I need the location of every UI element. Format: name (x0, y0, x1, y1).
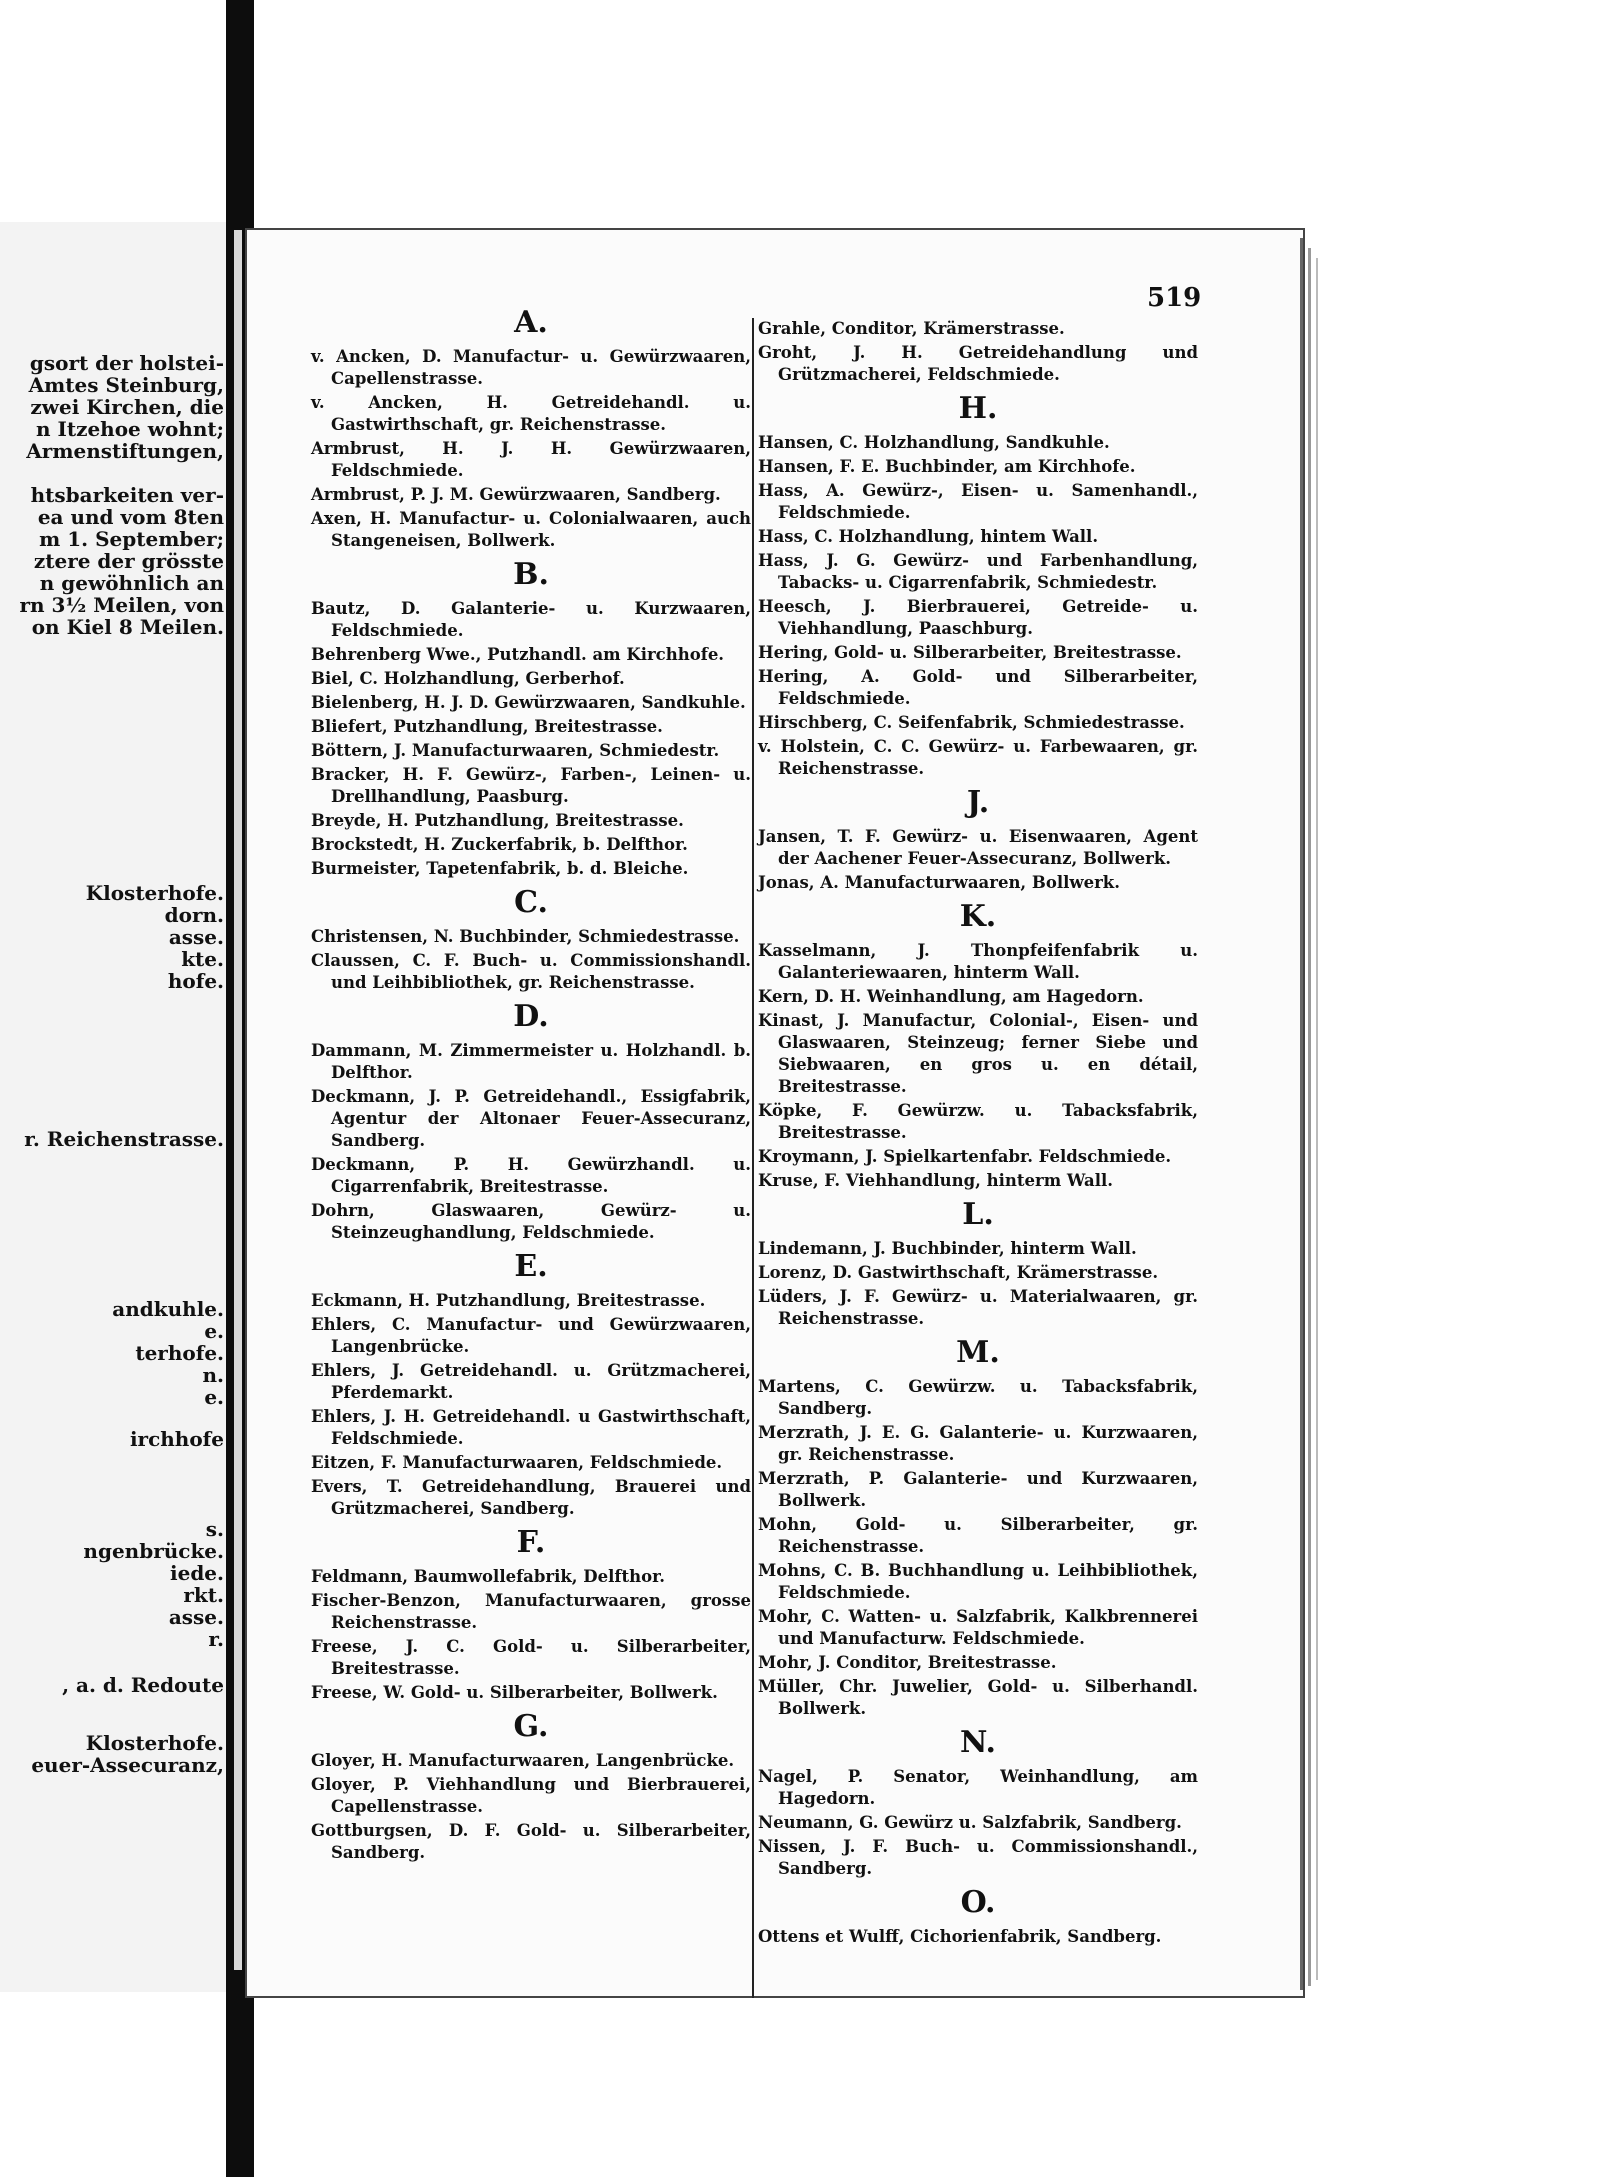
section-letter-heading: E. (514, 1249, 548, 1284)
section-letter-heading: M. (956, 1335, 1000, 1370)
directory-entry: Deckmann, P. H. Gewürzhandl. u. Cigarrenfabrik, Breitestrasse. (311, 1155, 751, 1196)
directory-entry: Armbrust, H. J. H. Gewürzwaaren, Feldschmiede. (311, 439, 751, 480)
facing-page-text-line: , a. d. Redoute (62, 1673, 224, 1697)
section-letter-heading: C. (514, 885, 548, 920)
directory-entry: Bracker, H. F. Gewürz-, Farben-, Leinen- u. Drellhandlung, Paasburg. (311, 765, 751, 806)
page-edge (1300, 238, 1303, 1990)
section-letter-heading: K. (959, 899, 997, 934)
directory-entry: Gloyer, P. Viehhandlung und Bierbrauerei, Capellenstrasse. (311, 1775, 751, 1816)
facing-page-text-line: terhofe. (135, 1341, 224, 1365)
directory-entry: Axen, H. Manufactur- u. Colonialwaaren, auch Stangeneisen, Bollwerk. (311, 509, 751, 550)
directory-entry: Evers, T. Getreidehandlung, Brauerei und Grützmacherei, Sandberg. (311, 1477, 751, 1518)
left-page-fragment (0, 222, 235, 1992)
section-letter-heading: N. (960, 1725, 996, 1760)
directory-entry: Müller, Chr. Juwelier, Gold- u. Silberhandl. Bollwerk. (758, 1677, 1198, 1718)
directory-entry: Lorenz, D. Gastwirthschaft, Krämerstrasse. (758, 1263, 1159, 1282)
directory-entry: Lüders, J. F. Gewürz- u. Materialwaaren, gr. Reichenstrasse. (758, 1287, 1198, 1328)
directory-entry: Nagel, P. Senator, Weinhandlung, am Hagedorn. (758, 1767, 1198, 1808)
facing-page-text-line: r. (208, 1627, 224, 1651)
facing-page-text-line: dorn. (164, 903, 224, 927)
facing-page-text-line: htsbarkeiten ver- (30, 483, 224, 507)
directory-entry: Hass, C. Holzhandlung, hintem Wall. (758, 527, 1099, 546)
facing-page-text-line: Klosterhofe. (85, 1731, 224, 1755)
directory-entry: Jonas, A. Manufacturwaaren, Bollwerk. (758, 873, 1120, 892)
directory-entry: Gloyer, H. Manufacturwaaren, Langenbrücke. (311, 1751, 735, 1770)
directory-entry: Dammann, M. Zimmermeister u. Holzhandl. b. Delfthor. (311, 1041, 751, 1082)
directory-entry: v. Ancken, D. Manufactur- u. Gewürzwaaren, Capellenstrasse. (311, 347, 751, 388)
directory-entry: Dohrn, Glaswaaren, Gewürz- u. Steinzeughandlung, Feldschmiede. (311, 1201, 751, 1242)
directory-entry: Kroymann, J. Spielkartenfabr. Feldschmiede. (758, 1147, 1172, 1166)
directory-entry: Hering, Gold- u. Silberarbeiter, Breitestrasse. (758, 643, 1182, 662)
facing-page-text-line: asse. (168, 1605, 224, 1629)
directory-entry: Mohr, C. Watten- u. Salzfabrik, Kalkbrennerei und Manufacturw. Feldschmiede. (758, 1607, 1198, 1648)
directory-entry: Neumann, G. Gewürz u. Salzfabrik, Sandberg. (758, 1813, 1182, 1832)
facing-page-text-line: ngenbrücke. (83, 1539, 224, 1563)
directory-entry: Lindemann, J. Buchbinder, hinterm Wall. (758, 1239, 1137, 1258)
facing-page-text-line: e. (204, 1319, 224, 1343)
facing-page-text-line: hofe. (167, 969, 224, 993)
section-letter-heading: B. (513, 557, 549, 592)
directory-entry: Merzrath, P. Galanterie- und Kurzwaaren, Bollwerk. (758, 1469, 1198, 1510)
facing-page-text-line: s. (205, 1517, 224, 1541)
directory-entry: Kasselmann, J. Thonpfeifenfabrik u. Galanteriewaaren, hinterm Wall. (758, 941, 1198, 982)
directory-entry: Groht, J. H. Getreidehandlung und Grützmacherei, Feldschmiede. (758, 343, 1198, 384)
directory-column-left (311, 300, 751, 1866)
facing-page-text-line: ztere der grösste (33, 549, 224, 573)
directory-entry: Merzrath, J. E. G. Galanterie- u. Kurzwaaren, gr. Reichenstrasse. (758, 1423, 1198, 1464)
directory-entry: Hansen, F. E. Buchbinder, am Kirchhofe. (758, 457, 1136, 476)
directory-entry: Ottens et Wulff, Cichorienfabrik, Sandberg. (758, 1927, 1162, 1946)
section-letter-heading: H. (958, 391, 998, 426)
page-edge (1308, 248, 1311, 1986)
directory-entry: Hansen, C. Holzhandlung, Sandkuhle. (758, 433, 1110, 452)
section-letter-heading: O. (960, 1885, 996, 1920)
section-letter-heading: G. (513, 1709, 549, 1744)
directory-entry: Armbrust, P. J. M. Gewürzwaaren, Sandberg. (311, 485, 721, 504)
facing-page-text-line: andkuhle. (112, 1297, 224, 1321)
facing-page-text-line: irchhofe (129, 1427, 224, 1451)
directory-entry: Christensen, N. Buchbinder, Schmiedestrasse. (311, 927, 740, 946)
directory-entry: Ehlers, J. Getreidehandl. u. Grützmacherei, Pferdemarkt. (311, 1361, 751, 1402)
facing-page-text-line: rn 3½ Meilen, von (19, 593, 224, 617)
directory-entry: Mohns, C. B. Buchhandlung u. Leihbibliothek, Feldschmiede. (758, 1561, 1198, 1602)
directory-entry: Mohn, Gold- u. Silberarbeiter, gr. Reichenstrasse. (758, 1515, 1198, 1556)
directory-entry: Claussen, C. F. Buch- u. Commissionshandl. und Leihbibliothek, gr. Reichenstrasse. (311, 951, 751, 992)
facing-page-text-line: zwei Kirchen, die (30, 395, 224, 419)
spine-gutter (234, 230, 242, 1970)
facing-page-text-line: e. (204, 1385, 224, 1409)
directory-entry: Brockstedt, H. Zuckerfabrik, b. Delfthor. (311, 835, 688, 854)
facing-page-text-line: asse. (168, 925, 224, 949)
facing-page-text-line: r. Reichenstrasse. (24, 1127, 224, 1151)
directory-entry: Nissen, J. F. Buch- u. Commissionshandl., Sandberg. (758, 1837, 1198, 1878)
directory-entry: Grahle, Conditor, Krämerstrasse. (758, 319, 1065, 338)
facing-page-text-line: gsort der holstei- (29, 351, 224, 375)
facing-page-text-line: iede. (170, 1561, 224, 1585)
directory-entry: Hirschberg, C. Seifenfabrik, Schmiedestrasse. (758, 713, 1185, 732)
directory-entry: Kruse, F. Viehhandlung, hinterm Wall. (758, 1171, 1113, 1190)
directory-entry: Behrenberg Wwe., Putzhandl. am Kirchhofe. (311, 645, 725, 664)
directory-entry: Burmeister, Tapetenfabrik, b. d. Bleiche. (311, 859, 689, 878)
directory-entry: v. Holstein, C. C. Gewürz- u. Farbewaaren, gr. Reichenstrasse. (758, 737, 1198, 778)
directory-entry: Gottburgsen, D. F. Gold- u. Silberarbeiter, Sandberg. (311, 1821, 751, 1862)
directory-entry: Heesch, J. Bierbrauerei, Getreide- u. Viehhandlung, Paaschburg. (758, 597, 1198, 638)
section-letter-heading: J. (966, 785, 990, 820)
facing-page-text-line: euer-Assecuranz, (31, 1753, 224, 1777)
directory-entry: Hering, A. Gold- und Silberarbeiter, Feldschmiede. (758, 667, 1198, 708)
directory-entry: Bliefert, Putzhandlung, Breitestrasse. (311, 717, 663, 736)
facing-page-text-line: Klosterhofe. (85, 881, 224, 905)
section-letter-heading: L. (962, 1197, 994, 1232)
directory-entry: Eitzen, F. Manufacturwaaren, Feldschmiede. (311, 1453, 723, 1472)
column-divider (752, 318, 754, 1998)
facing-page-text-line: m 1. September; (39, 527, 224, 551)
section-letter-heading: D. (513, 999, 549, 1034)
directory-entry: Köpke, F. Gewürzw. u. Tabacksfabrik, Breitestrasse. (758, 1101, 1198, 1142)
directory-entry: Freese, W. Gold- u. Silberarbeiter, Bollwerk. (311, 1683, 718, 1702)
facing-page-text-line: n Itzehoe wohnt; (35, 417, 224, 441)
facing-page-text-line: n gewöhnlich an (39, 571, 224, 595)
directory-entry: Kern, D. H. Weinhandlung, am Hagedorn. (758, 987, 1144, 1006)
page-number: 519 (1147, 283, 1202, 313)
directory-column-right (758, 318, 1198, 1950)
directory-entry: Deckmann, J. P. Getreidehandl., Essigfabrik, Agentur der Altonaer Feuer-Assecuranz, Sandberg. (311, 1087, 751, 1150)
directory-entry: Fischer-Benzon, Manufacturwaaren, grosse Reichenstrasse. (311, 1591, 751, 1632)
directory-entry: Ehlers, J. H. Getreidehandl. u Gastwirthschaft, Feldschmiede. (311, 1407, 751, 1448)
directory-entry: Mohr, J. Conditor, Breitestrasse. (758, 1653, 1057, 1672)
facing-page-text-line: kte. (181, 947, 224, 971)
directory-entry: Bielenberg, H. J. D. Gewürzwaaren, Sandkuhle. (311, 693, 746, 712)
facing-page-text-line: rkt. (183, 1583, 224, 1607)
facing-page-text-line: n. (202, 1363, 224, 1387)
facing-page-text-line: ea und vom 8ten (37, 505, 224, 529)
directory-entry: Feldmann, Baumwollefabrik, Delfthor. (311, 1567, 666, 1586)
directory-entry: Bautz, D. Galanterie- u. Kurzwaaren, Feldschmiede. (311, 599, 751, 640)
directory-entry: Kinast, J. Manufactur, Colonial-, Eisen- und Glaswaaren, Steinzeug; ferner Siebe und Siebwaaren, en gros u. en détail, Breitestrasse. (758, 1011, 1198, 1096)
section-letter-heading: F. (516, 1525, 546, 1560)
directory-entry: Jansen, T. F. Gewürz- u. Eisenwaaren, Agent der Aachener Feuer-Assecuranz, Bollwerk. (758, 827, 1198, 868)
directory-entry: Ehlers, C. Manufactur- und Gewürzwaaren, Langenbrücke. (311, 1315, 751, 1356)
directory-entry: v. Ancken, H. Getreidehandl. u. Gastwirthschaft, gr. Reichenstrasse. (311, 393, 751, 434)
directory-entry: Martens, C. Gewürzw. u. Tabacksfabrik, Sandberg. (758, 1377, 1198, 1418)
directory-entry: Hass, J. G. Gewürz- und Farbenhandlung, Tabacks- u. Cigarrenfabrik, Schmiedestr. (758, 551, 1198, 592)
facing-page-text-line: on Kiel 8 Meilen. (31, 615, 224, 639)
directory-entry: Freese, J. C. Gold- u. Silberarbeiter, Breitestrasse. (311, 1637, 751, 1678)
directory-entry: Böttern, J. Manufacturwaaren, Schmiedestr. (311, 741, 720, 760)
directory-entry: Eckmann, H. Putzhandlung, Breitestrasse. (311, 1291, 706, 1310)
directory-entry: Breyde, H. Putzhandlung, Breitestrasse. (311, 811, 684, 830)
facing-page-text-line: Amtes Steinburg, (28, 373, 224, 397)
page-edge (1316, 258, 1318, 1980)
directory-entry: Biel, C. Holzhandlung, Gerberhof. (311, 669, 625, 688)
facing-page-text-line: Armenstiftungen, (26, 439, 224, 463)
section-letter-heading: A. (514, 305, 548, 340)
directory-entry: Hass, A. Gewürz-, Eisen- u. Samenhandl., Feldschmiede. (758, 481, 1198, 522)
